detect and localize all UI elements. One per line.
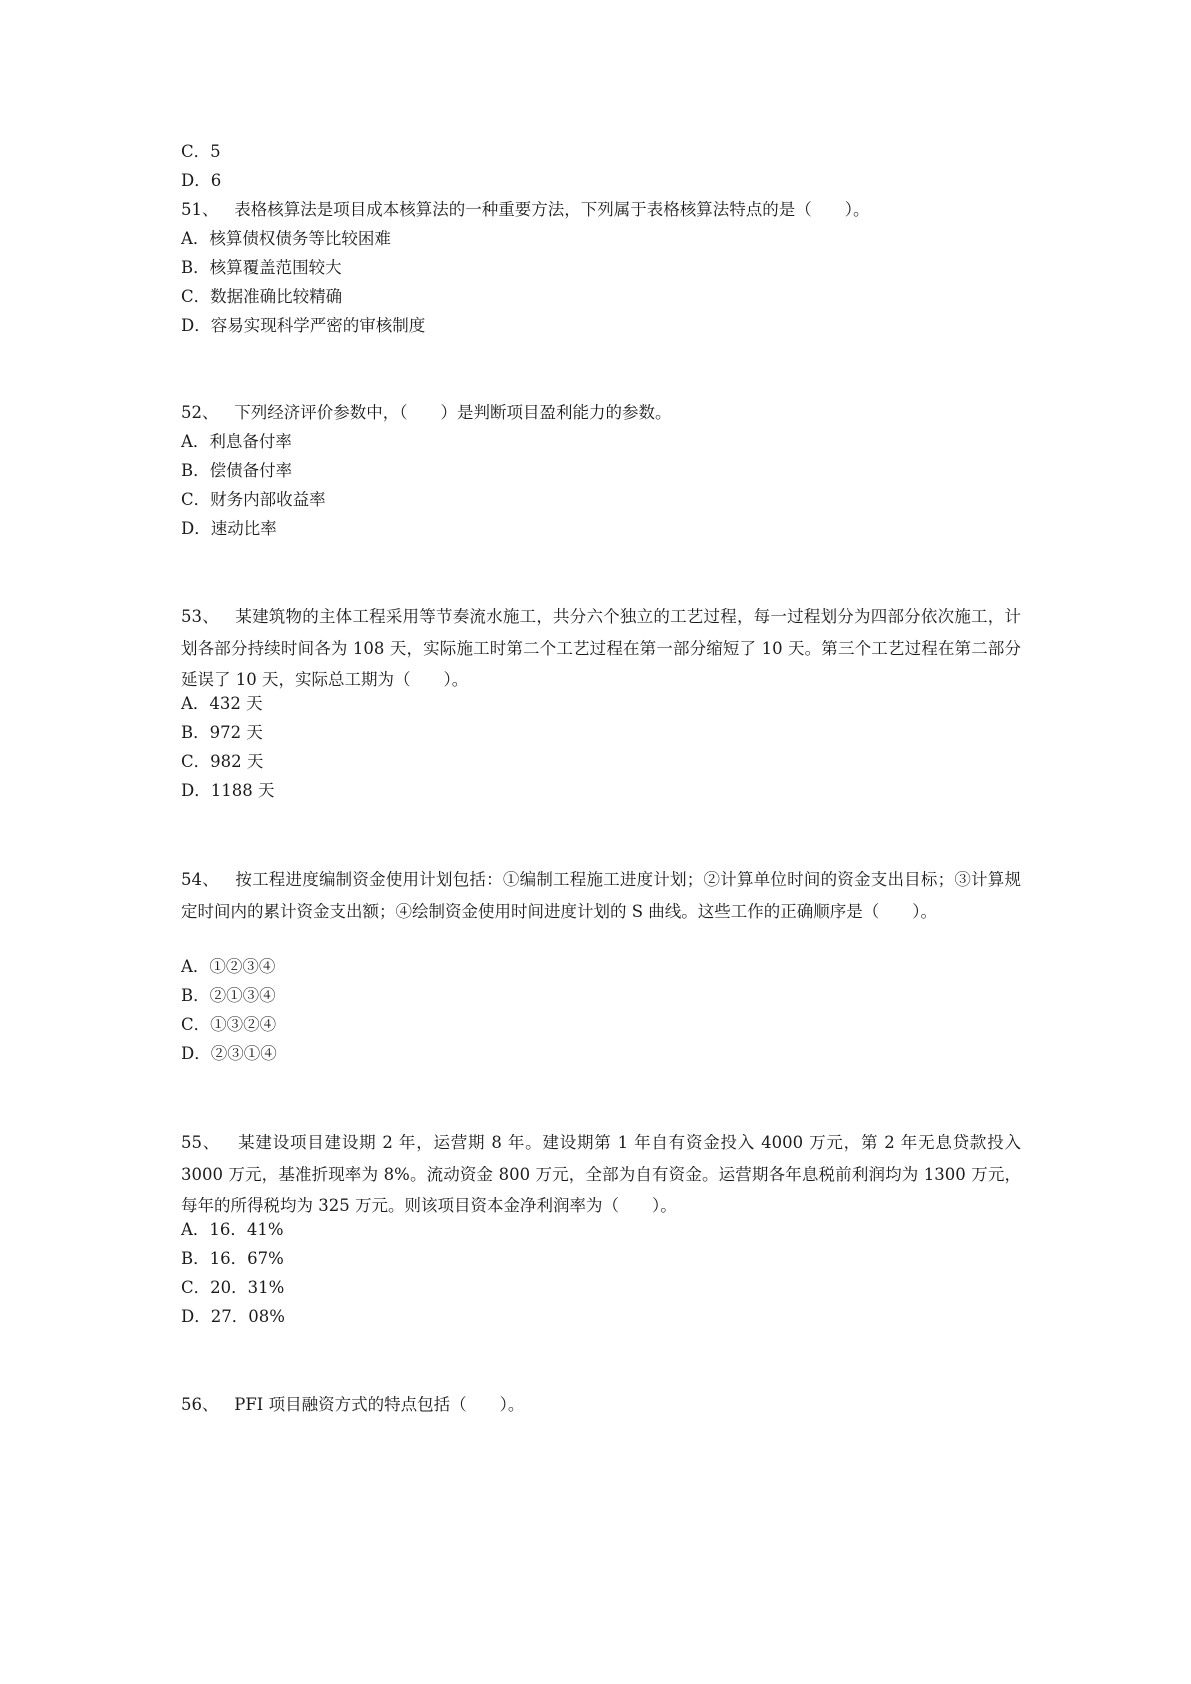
option-d: D．容易实现科学严密的审核制度	[181, 316, 426, 335]
option-a: A．432 天	[181, 694, 263, 713]
option-c: C．数据准确比较精确	[181, 287, 343, 306]
option-d: D．6	[181, 171, 222, 190]
question-text: 某建筑物的主体工程采用等节奏流水施工，共分六个独立的工艺过程，每一过程划分为四部分依次施工，计划各部分持续时间各为 108 天，实际施工时第二个工艺过程在第一部分缩短了 10 天。第三个工艺过程在第二部分延误了 10 天，实际总工期为（ ）。	[181, 607, 1021, 689]
option-b: B．核算覆盖范围较大	[181, 258, 342, 277]
option-c: C．5	[181, 142, 221, 161]
question-text: 按工程进度编制资金使用计划包括：①编制工程施工进度计划；②计算单位时间的资金支出目标；③计算规定时间内的累计资金支出额；④绘制资金使用时间进度计划的 S 曲线。这些工作的正确顺序是（ ）。	[181, 870, 1021, 921]
option-a: A．①②③④	[181, 957, 276, 976]
option-c: C．982 天	[181, 752, 264, 771]
option-c: C．①③②④	[181, 1015, 277, 1034]
question-number: 55、	[181, 1133, 221, 1152]
question-stem	[181, 1127, 1021, 1222]
question-stem	[181, 601, 1021, 696]
option-d: D．1188 天	[181, 781, 275, 800]
option-a: A．16．41%	[181, 1220, 284, 1239]
option-c: C．财务内部收益率	[181, 490, 326, 509]
question-number: 52、	[181, 403, 219, 422]
question-number: 54、	[181, 870, 219, 889]
question-stem	[181, 1395, 524, 1415]
question-text: 下列经济评价参数中，（ ）是判断项目盈利能力的参数。	[234, 403, 672, 422]
question-text: 某建设项目建设期 2 年，运营期 8 年。建设期第 1 年自有资金投入 4000 万元，第 2 年无息贷款投入 3000 万元，基准折现率为 8%。流动资金 800 万元，全部为自有资金。运营期各年息税前利润均为 1300 万元，每年的所得税均为 325 万元。则该项目资本金净利润率为（ ）。	[181, 1133, 1021, 1215]
question-stem	[181, 864, 1021, 927]
option-a: A．核算债权债务等比较困难	[181, 229, 391, 248]
question-text: 表格核算法是项目成本核算法的一种重要方法，下列属于表格核算法特点的是（ ）。	[234, 200, 870, 219]
option-a: A．利息备付率	[181, 432, 292, 451]
option-d: D．②③①④	[181, 1044, 277, 1063]
option-d: D．速动比率	[181, 519, 277, 538]
option-d: D．27．08%	[181, 1307, 285, 1326]
option-c: C．20．31%	[181, 1278, 285, 1297]
option-b: B．16．67%	[181, 1249, 284, 1268]
option-b: B．972 天	[181, 723, 263, 742]
question-number: 53、	[181, 607, 219, 626]
question-stem	[181, 200, 870, 220]
option-b: B．偿债备付率	[181, 461, 293, 480]
question-number: 56、	[181, 1395, 219, 1414]
question-text: PFI 项目融资方式的特点包括（ ）。	[234, 1395, 525, 1414]
question-number: 51、	[181, 200, 219, 219]
option-b: B．②①③④	[181, 986, 276, 1005]
question-stem	[181, 403, 672, 423]
